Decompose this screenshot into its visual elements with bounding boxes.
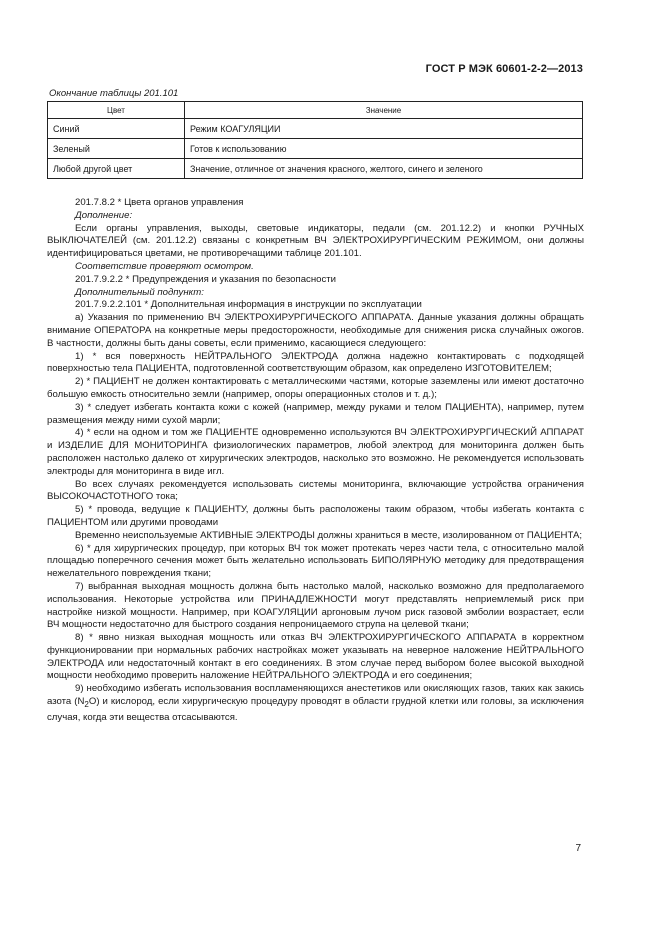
paragraph: а) Указания по применению ВЧ ЭЛЕКТРОХИРУРГИЧЕСКОГО АППАРАТА. Данные указания должны обращать внимание ОПЕРАТОРА на конкретные меры предосторожности, необходимые для снижения риска случайных ожогов. В частности, должны быть даны советы, если применимо, касающиеся следующего: [47,312,584,349]
list-item: 5) * провода, ведущие к ПАЦИЕНТУ, должны быть расположены таким образом, чтобы избегать контакта с ПАЦИЕНТОМ или другими проводами [47,504,584,528]
table-cell: Готов к использованию [185,139,583,159]
subscript: 2 [84,699,89,709]
list-item: 6) * для хирургических процедур, при которых ВЧ ток может протекать через части тела, с относительно малой площадью поперечного сечения может быть желательно использовать БИПОЛЯРНУЮ методику для предотвращения нежелательного повреждения ткани; [47,542,584,580]
text-run: O) и кислород, если хирургическую процедуру проводят в области грудной клетки или головы, за исключения случая, когда эти вещества отсасываются. [47,696,584,723]
list-item: 8) * явно низкая выходная мощность или отказ ВЧ ЭЛЕКТРОХИРУРГИЧЕСКОГО АППАРАТА в корректном функционировании при нормальных рабочих настройках может указывать на неверное наложение НЕЙТРАЛЬНОГО ЭЛЕКТРОДА или недостаточный контакт в его соединениях. В этом случае перед выбором более высокой выходной мощности необходимо проверить наложение НЕЙТРАЛЬНОГО ЭЛЕКТРОДА и его соединения; [47,632,584,682]
list-item: 7) выбранная выходная мощность должна быть настолько малой, насколько возможно для предполагаемого использования. Некоторые устройства или ПРИНАДЛЕЖНОСТИ могут представлять неприемлемый риск при настройке низкой мощности. Например, при КОАГУЛЯЦИИ аргоновым лучом риск газовой эмболии возрастает, если ВЧ мощности недостаточно для быстрого создания непроницаемого струпа на целевой ткани; [47,580,584,631]
table-row [48,139,583,159]
table-cell: Значение, отличное от значения красного, желтого, синего и зеленого [185,159,583,179]
table-cell: Синий [48,119,185,139]
list-item [47,683,584,724]
table-caption: Окончание таблицы 201.101 [49,88,179,99]
table-row [48,159,583,179]
table-cell: Зеленый [48,139,185,159]
italic-note: Дополнительный подпункт: [75,286,204,298]
list-item: 1) * вся поверхность НЕЙТРАЛЬНОГО ЭЛЕКТРОДА должна надежно контактировать с подходящей поверхностью тела ПАЦИЕНТА, подготовленной соответствующим образом, как определено ИЗГОТОВИТЕЛЕМ; [47,350,584,375]
column-header-meaning: Значение [185,102,583,119]
paragraph: Если органы управления, выходы, световые индикаторы, педали (см. 201.12.2) и кнопки РУЧНЫХ ВЫКЛЮЧАТЕЛЕЙ (см. 201.12.2) связаны с конкретным ВЧ ЭЛЕКТРОХИРУРГИЧЕСКИМ РЕЖИМОМ, они должны идентифицироваться цветами, не противоречащими таблице 201.101. [47,222,584,260]
table-row [48,119,583,139]
clause-heading: 201.7.8.2 * Цвета органов управления [75,197,244,208]
table-cell: Любой другой цвет [48,159,185,179]
body-text [47,197,584,725]
italic-note: Соответствие проверяют осмотром. [75,260,254,272]
list-item: 3) * следует избегать контакта кожи с кожей (например, между руками и телом ПАЦИЕНТА), например, путем размещения между ними сухой марли; [47,401,584,426]
clause-heading: 201.7.9.2.2.101 * Дополнительная информация в инструкции по эксплуатации [75,299,422,311]
italic-note: Дополнение: [75,209,133,221]
color-table [47,101,583,179]
paragraph: Во всех случаях рекомендуется использовать системы мониторинга, включающие устройства ограничения ВЫСОКОЧАСТОТНОГО тока; [47,478,584,503]
list-item: 4) * если на одном и том же ПАЦИЕНТЕ одновременно используются ВЧ ЭЛЕКТРОХИРУРГИЧЕСКИЙ АППАРАТ и ИЗДЕЛИЕ ДЛЯ МОНИТОРИНГА физиологических параметров, любой электрод для мониторинга должен быть расположен настолько далеко от хирургических электродов, насколько это возможно. Не рекомендуется использовать электроды для мониторинга в виде игл. [47,427,584,477]
text-run: 9) необходимо избегать использования воспламеняющихся анестетиков или окисляющих газов, таких как закись азота (N [47,683,584,708]
column-header-color: Цвет [48,102,185,119]
list-item: 2) * ПАЦИЕНТ не должен контактировать с металлическими частями, которые заземлены или имеют достаточно большую емкость относительно земли (например, опоры операционных столов и т. д.); [47,376,584,400]
table-cell: Режим КОАГУЛЯЦИИ [185,119,583,139]
document-header: ГОСТ Р МЭК 60601-2-2—2013 [425,63,583,75]
paragraph: Временно неиспользуемые АКТИВНЫЕ ЭЛЕКТРОДЫ должны храниться в месте, изолированном от ПАЦИЕНТА; [75,529,583,541]
table-header-row [48,102,583,119]
clause-heading: 201.7.9.2.2 * Предупреждения и указания по безопасности [75,273,337,285]
page-number: 7 [575,843,581,854]
